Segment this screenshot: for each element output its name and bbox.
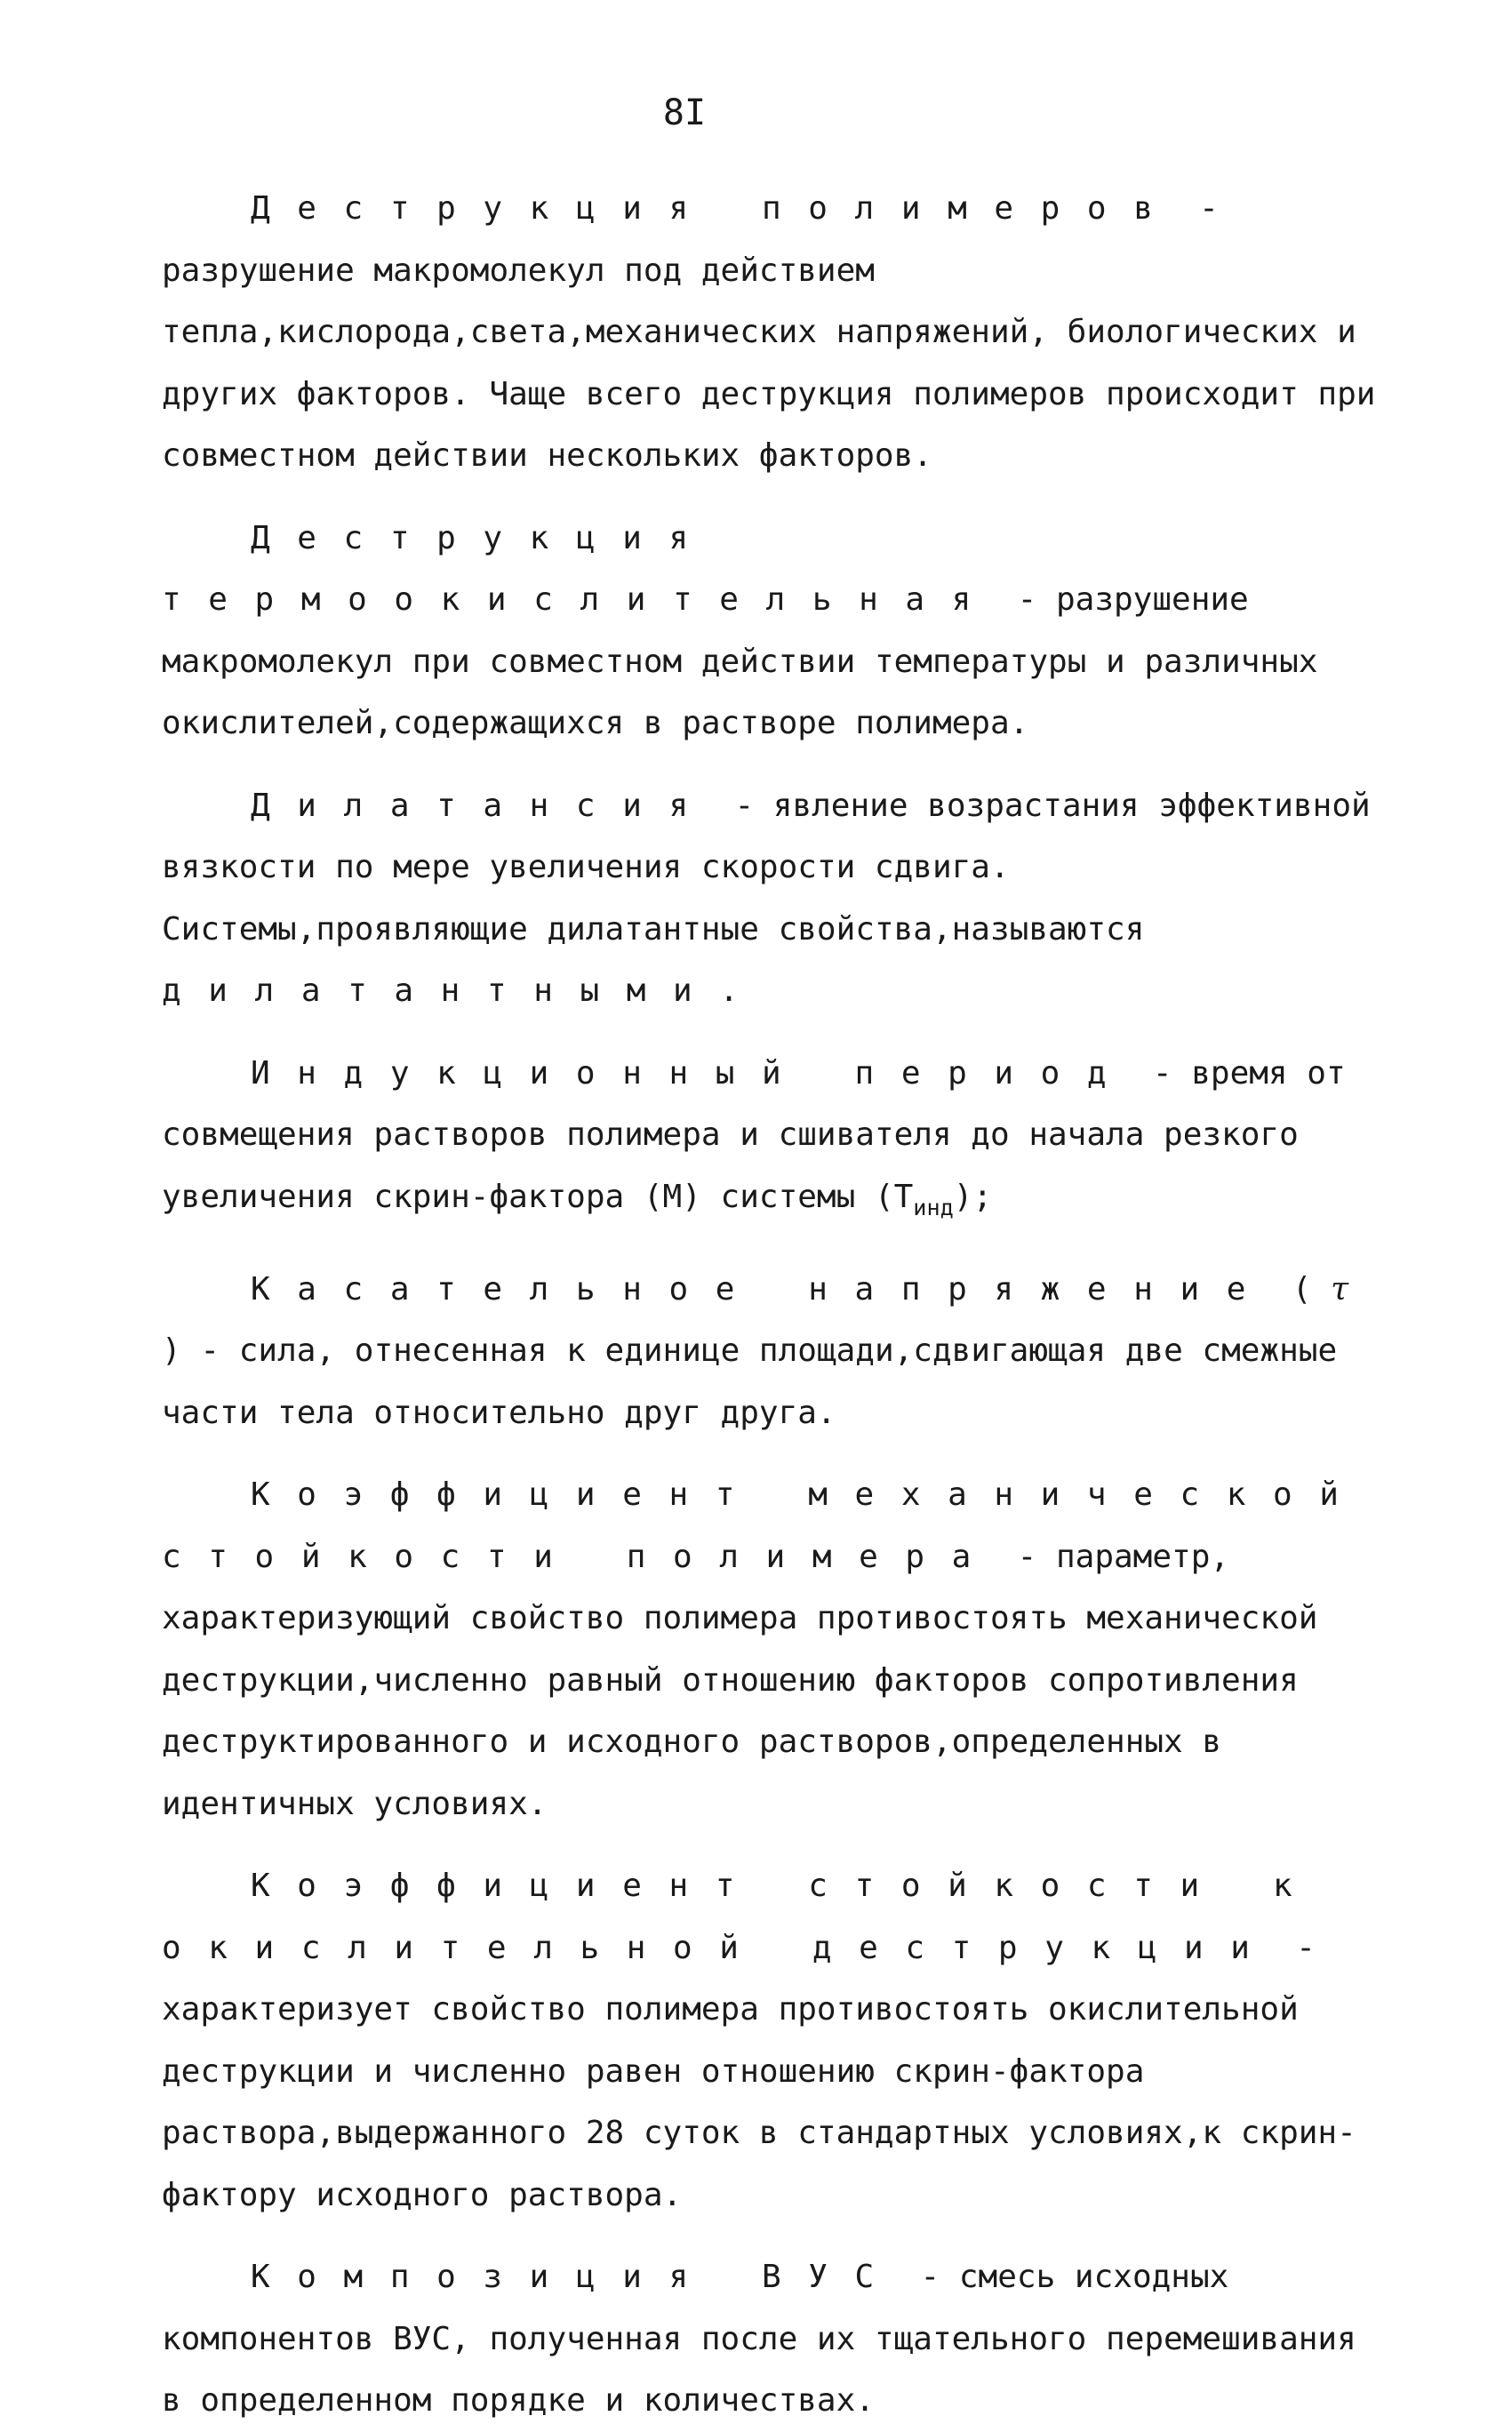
symbol-close: ) bbox=[162, 1332, 181, 1370]
glossary-text bbox=[162, 178, 1380, 2432]
term: Дилатансия bbox=[251, 787, 716, 824]
entry-shear-stress bbox=[162, 1259, 1380, 1444]
definition: - время от совмещения растворов полимера и сшивателя до начала резкого увеличения скрин-фактора (М) системы (Т bbox=[162, 1054, 1346, 1215]
entry-oxidative-stability bbox=[162, 1855, 1380, 2226]
subscript: инд bbox=[913, 1194, 954, 1220]
term: Деструкция полимеров bbox=[251, 190, 1180, 227]
term: Коэффициент стойкости к окислительной деструкции bbox=[162, 1868, 1320, 1966]
definition: - явление возрастания эффективной вязкости по мере увеличения скорости сдвига. Системы,проявляющие дилатантные свойства,называются bbox=[162, 787, 1371, 948]
tau-symbol: τ bbox=[1331, 1270, 1349, 1308]
definition: - разрушение макромолекул при совместном действии температуры и различных окислителей,содержащихся в растворе полимера. bbox=[162, 581, 1318, 741]
definition-tail: ); bbox=[953, 1178, 993, 1215]
term: Композиция ВУС bbox=[251, 2259, 901, 2296]
page-number: 8I bbox=[662, 92, 707, 133]
entry-mechanical-stability bbox=[162, 1464, 1380, 1835]
term: Деструкция термоокислительная bbox=[162, 519, 998, 618]
entry-dilatancy bbox=[162, 775, 1380, 1022]
term: Касательное напряжение bbox=[251, 1270, 1274, 1308]
entry-composition bbox=[162, 2246, 1380, 2432]
symbol-open: ( bbox=[1292, 1270, 1312, 1308]
definition: - характеризует свойство полимера противостоять окислительной деструкции и численно равен отношению скрин-фактора раствора,выдержанного 28 суток в стандартных условиях,к скрин-фактору исходного раствора. bbox=[162, 1929, 1356, 2213]
definition: - сила, отнесенная к единице площади,сдвигающая две смежные части тела относительно друг друга. bbox=[162, 1332, 1338, 1431]
definition: - смесь исходных компонентов ВУС, полученная после их тщательного перемешивания в определенном порядке и количествах. bbox=[162, 2259, 1356, 2420]
term: Индукционный период bbox=[251, 1054, 1134, 1092]
term: Коэффициент механической стойкости полимера bbox=[162, 1476, 1366, 1575]
definition: - параметр, характеризующий свойство полимера противостоять механической деструкции,численно равный отношению факторов сопротивления деструктированного и исходного растворов,определенных в идентичных условиях. bbox=[162, 1538, 1318, 1822]
definition: - разрушение макромолекул под действием тепла,кислорода,света,механических напряжений, биологических и других факторов. Чаще всего деструкция полимеров происходит при совместном действии нескольких факторов. bbox=[162, 190, 1376, 474]
spaced-term: дилатантными. bbox=[162, 972, 766, 1009]
entry-induction-period bbox=[162, 1043, 1380, 1238]
entry-destruction bbox=[162, 178, 1380, 487]
entry-thermo-oxidative bbox=[162, 508, 1380, 755]
